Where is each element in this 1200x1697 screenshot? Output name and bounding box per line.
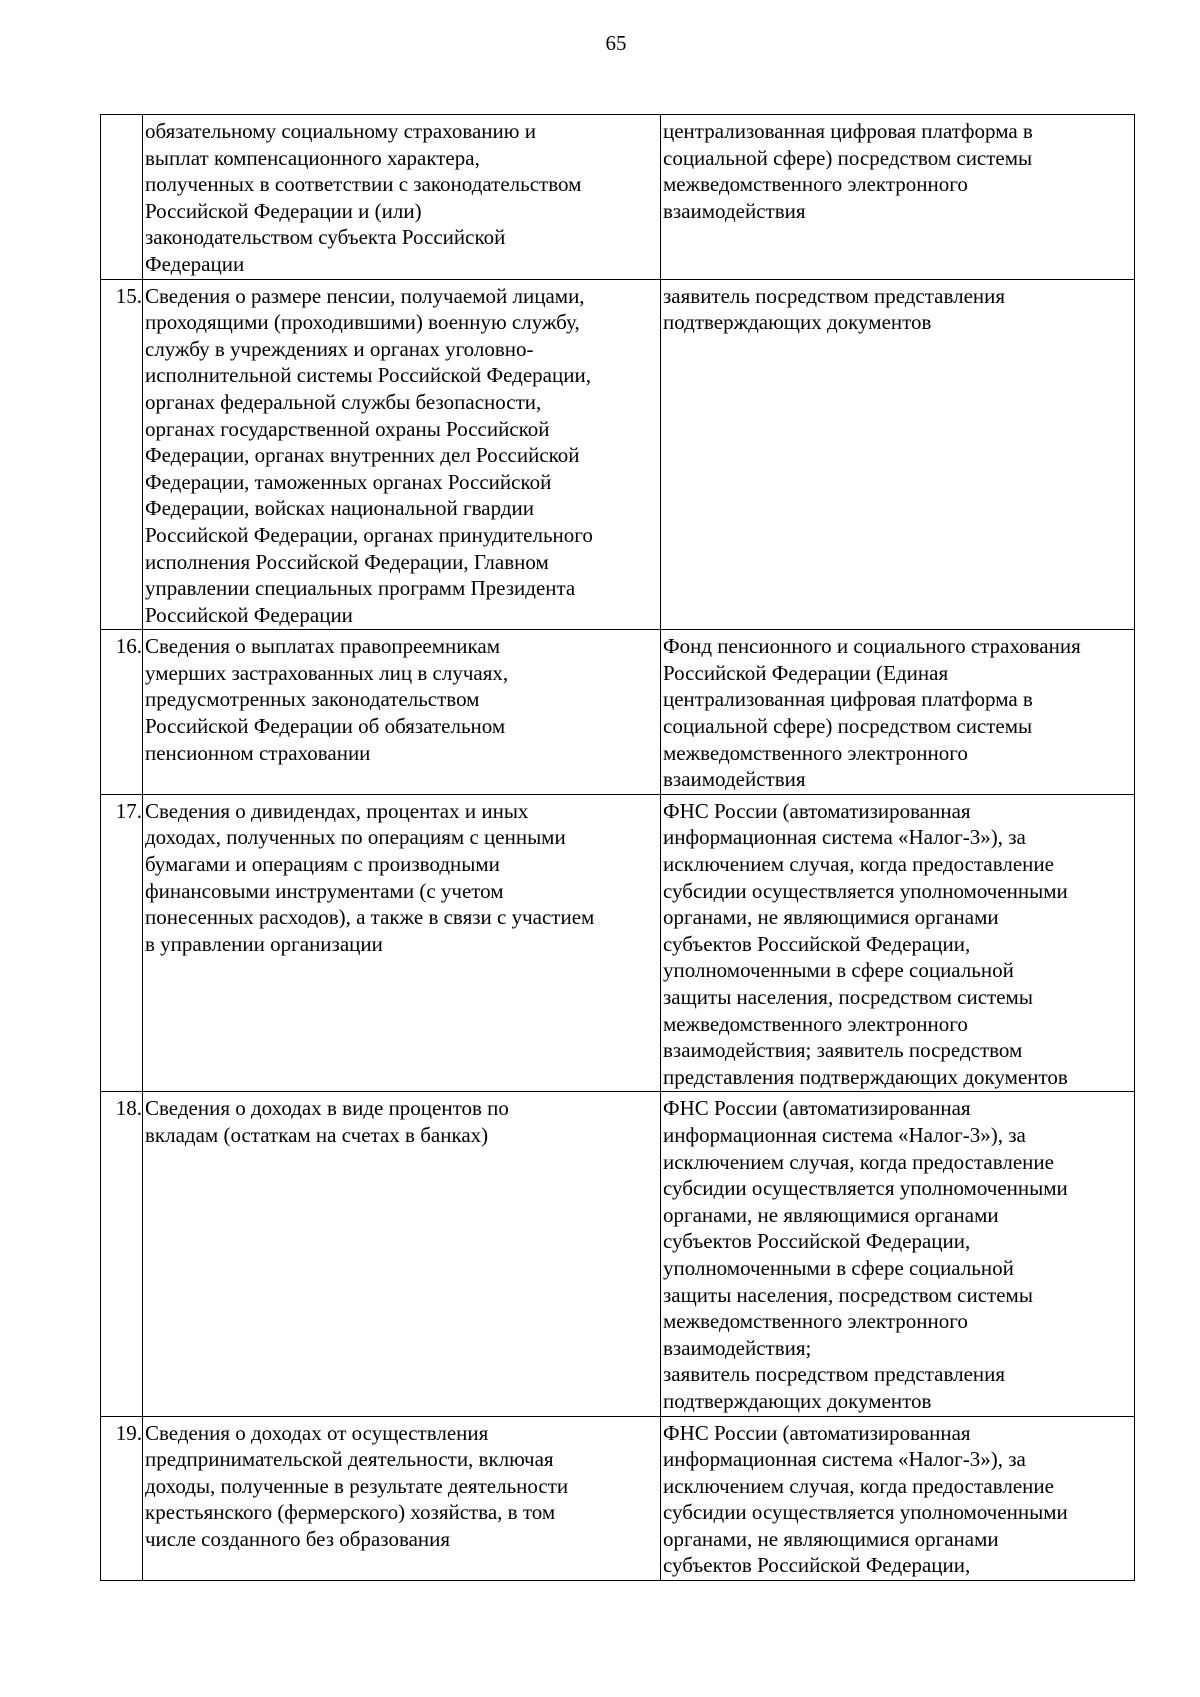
table-row: [101, 279, 1135, 630]
row-number: 17.: [101, 794, 143, 1092]
table-row: [101, 1092, 1135, 1416]
income-description: обязательному социальному страхованию и выплат компенсационного характера, полученных в соответствии с законодательством Российской Федерации и (или) законодательством субъекта Российской Федерации: [143, 115, 661, 280]
table-row: [101, 794, 1135, 1092]
income-sources-table: [100, 114, 1135, 1581]
data-source: централизованная цифровая платформа в социальной сфере) посредством системы межведомственного электронного взаимодействия: [661, 115, 1135, 280]
income-description: Сведения о доходах от осуществления предпринимательской деятельности, включая доходы, полученные в результате деятельности крестьянского (фермерского) хозяйства, в том числе созданного без образования: [143, 1416, 661, 1581]
income-description: Сведения о размере пенсии, получаемой лицами, проходящими (проходившими) военную службу, службу в учреждениях и органах уголовно- исполнительной системы Российской Федерации, органах федеральной службы безопасности, органах государственной охраны Российской Федерации, органах внутренних дел Российской Федерации, таможенных органах Российской Федерации, войсках национальной гвардии Российской Федерации, органах принудительного исполнения Российской Федерации, Главном управлении специальных программ Президента Российской Федерации: [143, 279, 661, 630]
data-source: ФНС России (автоматизированная информационная система «Налог-3»), за исключением случая, когда предоставление субсидии осуществляется уполномоченными органами, не являющимися органами субъектов Российской Федерации, уполномоченными в сфере социальной защиты населения, посредством системы межведомственного электронного взаимодействия; заявитель посредством представления подтверждающих документов: [661, 1092, 1135, 1416]
row-number: 19.: [101, 1416, 143, 1581]
row-number: 15.: [101, 279, 143, 630]
table-row: [101, 115, 1135, 280]
income-description: Сведения о доходах в виде процентов по вкладам (остаткам на счетах в банках): [143, 1092, 661, 1416]
data-source: ФНС России (автоматизированная информационная система «Налог-3»), за исключением случая, когда предоставление субсидии осуществляется уполномоченными органами, не являющимися органами субъектов Российской Федерации,: [661, 1416, 1135, 1581]
row-number: 18.: [101, 1092, 143, 1416]
data-source: заявитель посредством представления подтверждающих документов: [661, 279, 1135, 630]
row-number: 16.: [101, 630, 143, 795]
income-description: Сведения о дивидендах, процентах и иных доходах, полученных по операциям с ценными бумагами и операциям с производными финансовыми инструментами (с учетом понесенных расходов), а также в связи с участием в управлении организации: [143, 794, 661, 1092]
page-number: 65: [605, 31, 627, 55]
row-number: [101, 115, 143, 280]
data-source: Фонд пенсионного и социального страхования Российской Федерации (Единая централизованная цифровая платформа в социальной сфере) посредством системы межведомственного электронного взаимодействия: [661, 630, 1135, 795]
data-source: ФНС России (автоматизированная информационная система «Налог-3»), за исключением случая, когда предоставление субсидии осуществляется уполномоченными органами, не являющимися органами субъектов Российской Федерации, уполномоченными в сфере социальной защиты населения, посредством системы межведомственного электронного взаимодействия; заявитель посредством представления подтверждающих документов: [661, 794, 1135, 1092]
income-description: Сведения о выплатах правопреемникам умерших застрахованных лиц в случаях, предусмотренных законодательством Российской Федерации об обязательном пенсионном страховании: [143, 630, 661, 795]
table-row: [101, 1416, 1135, 1581]
table-row: [101, 630, 1135, 795]
